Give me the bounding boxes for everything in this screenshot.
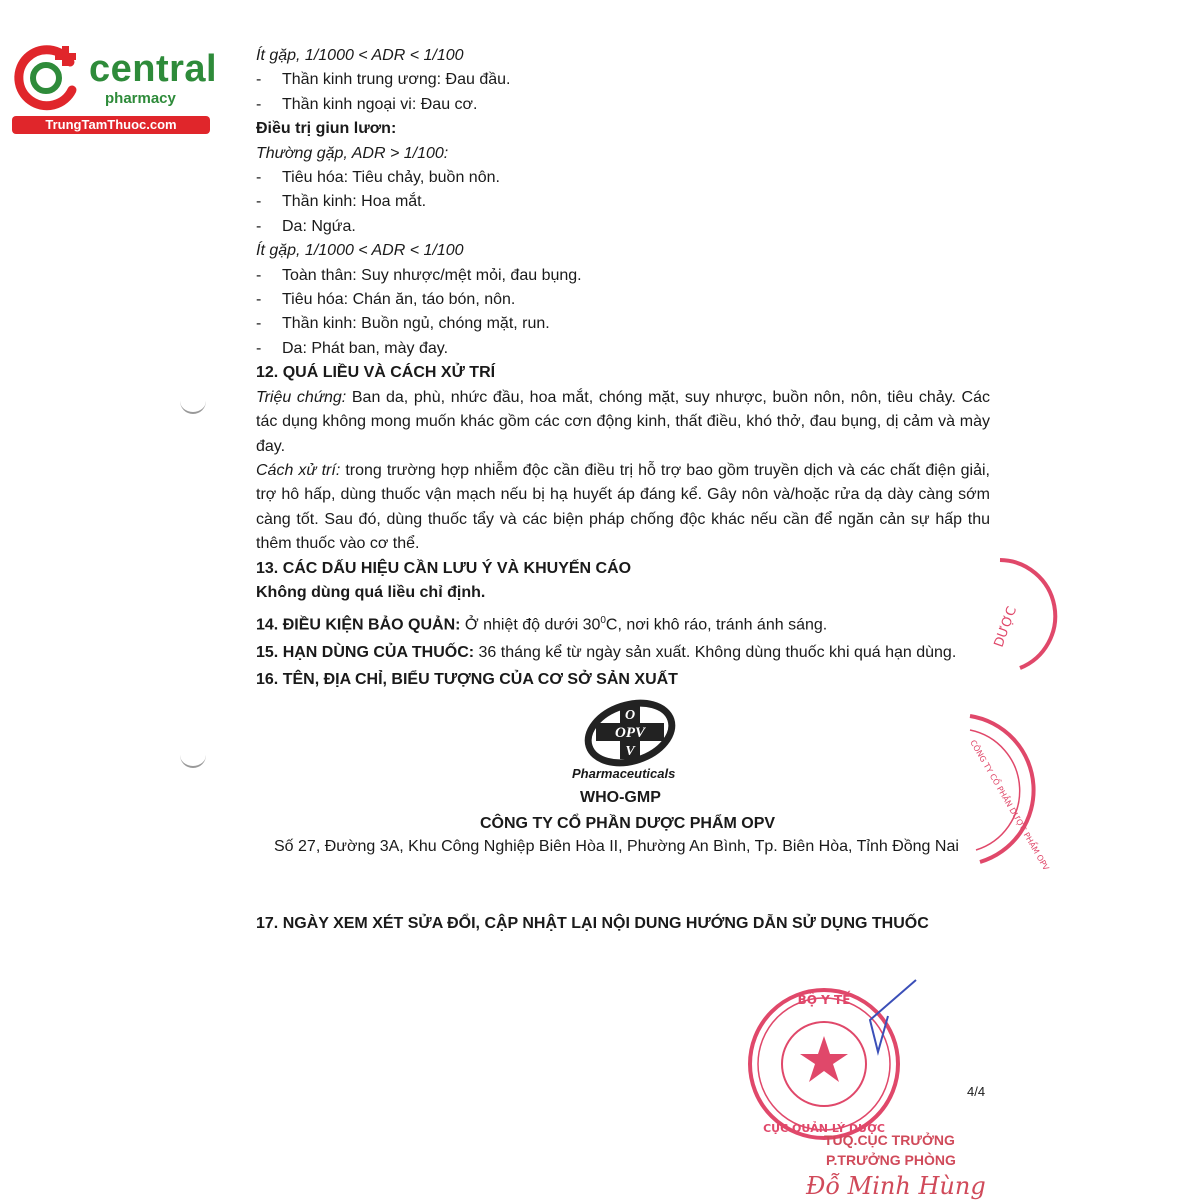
list-item: - Thần kinh ngoại vi: Đau cơ. — [256, 95, 478, 113]
company-address: Số 27, Đường 3A, Khu Công Nghiệp Biên Hòa II, Phường An Bình, Tp. Biên Hòa, Tỉnh Đồng Nai — [274, 838, 959, 855]
logo-brand: central — [89, 48, 218, 90]
list-item: - Tiêu hóa: Tiêu chảy, buồn nôn. — [256, 169, 500, 187]
svg-text:OPV: OPV — [615, 725, 645, 741]
overdose-symptoms: Triệu chứng: Ban da, phù, nhức đầu, hoa mắt, chóng mặt, suy nhược, buồn nôn, nôn, tiêu chảy. Các tác dụng không mong muốn khác gồm các cơn động kinh, thất điều, khó thở, đau bụng, dị cảm và mày đay. — [256, 388, 990, 455]
binder-hole-bottom — [180, 752, 206, 768]
section-15: 15. HẠN DÙNG CỦA THUỐC: 36 tháng kể từ ngày sản xuất. Không dùng thuốc khi quá hạn dùng. — [256, 644, 957, 662]
signature-title-1: TUQ.CỤC TRƯỞNG — [824, 1132, 955, 1148]
central-logo-icon — [10, 40, 86, 116]
list-item: - Toàn thân: Suy nhược/mệt mỏi, đau bụng. — [256, 266, 582, 284]
strongyloides-heading: Điều trị giun lươn: — [256, 120, 397, 138]
section-12-heading: 12. QUÁ LIỀU VÀ CÁCH XỬ TRÍ — [256, 364, 496, 382]
svg-text:CỤC QUẢN LÝ DƯỢC: CỤC QUẢN LÝ DƯỢC — [763, 1122, 885, 1135]
logo-url-badge: TrungTamThuoc.com — [12, 116, 210, 134]
emblem-star-icon — [800, 1036, 848, 1082]
partial-stamp-company — [940, 712, 1051, 873]
binder-hole-top — [180, 398, 206, 414]
adr-common-heading: Thường gặp, ADR > 1/100: — [256, 144, 449, 162]
logo-subtitle: pharmacy — [105, 90, 176, 107]
list-item: - Da: Ngứa. — [256, 217, 356, 235]
document-body — [256, 44, 990, 693]
list-item: - Thần kinh trung ương: Đau đầu. — [256, 71, 511, 89]
who-gmp: WHO-GMP — [580, 789, 661, 806]
opv-logo — [582, 697, 682, 772]
section-16-heading: 16. TÊN, ĐỊA CHỈ, BIỂU TƯỢNG CỦA CƠ SỞ SẢN XUẤT — [256, 671, 678, 689]
partial-stamp-upper — [980, 556, 1060, 676]
svg-text:V: V — [625, 744, 635, 759]
overdose-treatment: Cách xử trí: trong trường hợp nhiễm độc cần điều trị hỗ trợ bao gồm truyền dịch và các chất điện giải, trợ hô hấp, dùng thuốc vận mạch nếu bị hạ huyết áp đáng kể. Gây nôn và/hoặc rửa dạ dày càng sớm càng tốt. Sau đó, dùng thuốc tẩy và các biện pháp chống độc khác nếu cần để ngăn cản sự hấp thu thêm thuốc vào cơ thể. — [256, 461, 991, 553]
central-pharmacy-logo — [10, 36, 218, 136]
svg-text:DƯỢC: DƯỢC — [991, 604, 1021, 650]
opv-pharmaceuticals: Pharmaceuticals — [572, 766, 676, 781]
svg-text:O: O — [624, 708, 636, 723]
adr-rare-heading-2: Ít gặp, 1/1000 < ADR < 1/100 — [256, 242, 464, 260]
svg-text:BỘ Y TẾ: BỘ Y TẾ — [797, 993, 851, 1007]
section-14: 14. ĐIỀU KIỆN BẢO QUẢN: Ở nhiệt độ dưới $30^0C$, nơi khô ráo, tránh ánh sáng. — [256, 615, 828, 634]
company-name: CÔNG TY CỔ PHẦN DƯỢC PHẨM OPV — [480, 815, 776, 832]
section-13-text: Không dùng quá liều chỉ định. — [256, 583, 486, 601]
signatory-name: Đỗ Minh Hùng — [806, 1172, 986, 1200]
list-item: - Thần kinh: Hoa mắt. — [256, 193, 427, 211]
list-item: - Tiêu hóa: Chán ăn, táo bón, nôn. — [256, 291, 516, 309]
section-13-heading: 13. CÁC DẤU HIỆU CẦN LƯU Ý VÀ KHUYẾN CÁO — [256, 559, 632, 577]
list-item: - Da: Phát ban, mày đay. — [256, 339, 449, 357]
svg-text:CÔNG TY CỔ PHẦN DƯỢC PHẨM OPV: CÔNG TY CỔ PHẦN DƯỢC PHẨM OPV — [968, 738, 1051, 873]
adr-rare-heading: Ít gặp, 1/1000 < ADR < 1/100 — [256, 47, 464, 64]
signature-title-2: P.TRƯỞNG PHÒNG — [826, 1152, 956, 1168]
list-item: - Thần kinh: Buồn ngủ, chóng mặt, run. — [256, 315, 550, 333]
section-17-heading: 17. NGÀY XEM XÉT SỬA ĐỔI, CẬP NHẬT LẠI NỘI DUNG HƯỚNG DẪN SỬ DỤNG THUỐC — [256, 915, 929, 932]
page-number: 4/4 — [967, 1084, 986, 1099]
